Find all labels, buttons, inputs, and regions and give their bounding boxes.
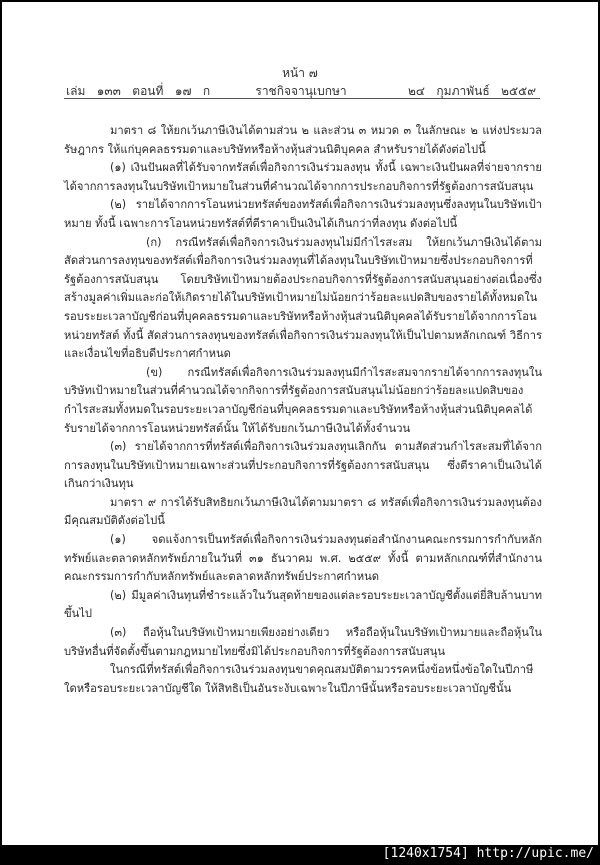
clause-8-2-a: (ก) กรณีทรัสต์เพื่อกิจการเงินร่วมลงทุนไม่มีกำไรสะสม ให้ยกเว้นภาษีเงินได้ตามสัดส่วนการลงทุนของทรัสต์เพื่อกิจการเงินร่วมลงทุนที่ได้ลงทุนในบริษัทเป้าหมายซึ่งประกอบกิจการที่รัฐต้องการสนับสนุน โดยบริษัทเป้าหมายต้องประกอบกิจการที่รัฐต้องการสนับสนุนอย่างต่อเนื่องซึ่งสร้างมูลค่าเพิ่มและก่อให้เกิดรายได้ในบริษัทเป้าหมายไม่น้อยกว่าร้อยละแปดสิบของรายได้ทั้งหมดในรอบระยะเวลาบัญชีก่อนที่บุคคลธรรมดาและบริษัทหรือห้างหุ้นส่วนนิติบุคคลได้รับรายได้จากการโอนหน่วยทรัสต์ ทั้งนี้ สัดส่วนการลงทุนของทรัสต์เพื่อกิจการเงินร่วมลงทุนให้เป็นไปตามหลักเกณฑ์ วิธีการ และเงื่อนไขที่อธิบดีประกาศกำหนด	[64, 235, 542, 361]
clause-8-1: (๑) เงินปันผลที่ได้รับจากทรัสต์เพื่อกิจการเงินร่วมลงทุน ทั้งนี้ เฉพาะเงินปันผลที่จ่ายจากรายได้จากการลงทุนในบริษัทเป้าหมายในส่วนที่คำนวณได้จากการประกอบกิจการที่รัฐต้องการสนับสนุน	[64, 161, 542, 193]
clause-9-2: (๒) มีมูลค่าเงินทุนที่ชำระแล้วในวันสุดท้ายของแต่ละรอบระยะเวลาบัญชีตั้งแต่ยี่สิบล้านบาทขึ้นไป	[64, 588, 542, 621]
page-number: หน้า ๗	[282, 66, 318, 80]
volume-issue: เล่ม ๑๓๓ ตอนที่ ๑๗ ก	[66, 84, 211, 98]
section-8-intro: มาตรา ๘ ให้ยกเว้นภาษีเงินได้ตามส่วน ๒ และส่วน ๓ หมวด ๓ ในลักษณะ ๒ แห่งประมวลรัษฎากร ให้แก่บุคคลธรรมดาและบริษัทหรือห้างหุ้นส่วนนิติบุคคล สำหรับรายได้ดังต่อไปนี้	[64, 124, 542, 156]
image-caption-bar	[0, 845, 600, 865]
clause-8-2: (๒) รายได้จากการโอนหน่วยทรัสต์ของทรัสต์เพื่อกิจการเงินร่วมลงทุนซึ่งลงทุนในบริษัทเป้าหมาย ทั้งนี้ เฉพาะการโอนหน่วยทรัสต์ที่ตีราคาเป็นเงินได้เกินกว่าที่ลงทุน ดังต่อไปนี้	[64, 198, 542, 230]
image-caption: [1240x1754] http://upic.me/	[382, 846, 594, 861]
publication-date: ๒๔ กุมภาพันธ์ ๒๕๕๙	[407, 84, 536, 98]
document-page	[2, 2, 598, 845]
clause-8-2-b: (ข) กรณีทรัสต์เพื่อกิจการเงินร่วมลงทุนมีกำไรสะสมจากรายได้จากการลงทุนในบริษัทเป้าหมายในส่วนที่คำนวณได้จากกิจการที่รัฐต้องการสนับสนุนไม่น้อยกว่าร้อยละแปดสิบของกำไรสะสมทั้งหมดในรอบระยะเวลาบัญชีก่อนที่บุคคลธรรมดาและบริษัทหรือห้างหุ้นส่วนนิติบุคคลได้รับรายได้จากการโอนหน่วยทรัสต์นั้น ให้ได้รับยกเว้นภาษีเงินได้ทั้งจำนวน	[64, 365, 542, 435]
publication-title: ราชกิจจานุเบกษา	[255, 84, 347, 98]
document-body	[64, 122, 542, 698]
clause-9-1: (๑) จดแจ้งการเป็นทรัสต์เพื่อกิจการเงินร่วมลงทุนต่อสำนักงานคณะกรรมการกำกับหลักทรัพย์และตลาดหลักทรัพย์ภายในวันที่ ๓๑ ธันวาคม พ.ศ. ๒๕๕๙ ทั้งนี้ ตามหลักเกณฑ์ที่สำนักงานคณะกรรมการกำกับหลักทรัพย์และตลาดหลักทรัพย์ประกาศกำหนด	[64, 533, 542, 584]
section-9-closing: ในกรณีที่ทรัสต์เพื่อกิจการเงินร่วมลงทุนขาดคุณสมบัติตามวรรคหนึ่งข้อหนึ่งข้อใดในปีภาษีใดหรือรอบระยะเวลาบัญชีใด ให้สิทธิเป็นอันระงับเฉพาะในปีภาษีนั้นหรือรอบระยะเวลาบัญชีนั้น	[64, 663, 534, 695]
header-divider	[64, 98, 540, 99]
section-9-intro: มาตรา ๙ การได้รับสิทธิยกเว้นภาษีเงินได้ตามมาตรา ๘ ทรัสต์เพื่อกิจการเงินร่วมลงทุนต้องมีคุณสมบัติดังต่อไปนี้	[64, 495, 542, 528]
clause-8-3: (๓) รายได้จากการที่ทรัสต์เพื่อกิจการเงินร่วมลงทุนเลิกกัน ตามสัดส่วนกำไรสะสมที่ได้จากการลงทุนในบริษัทเป้าหมายเฉพาะส่วนที่ประกอบกิจการที่รัฐต้องการสนับสนุน ซึ่งตีราคาเป็นเงินได้เกินกว่าเงินทุน	[64, 440, 542, 491]
clause-9-3: (๓) ถือหุ้นในบริษัทเป้าหมายเพียงอย่างเดียว หรือถือหุ้นในบริษัทเป้าหมายและถือหุ้นในบริษัทอื่นที่จัดตั้งขึ้นตามกฎหมายไทยซึ่งมิได้ประกอบกิจการที่รัฐต้องการสนับสนุน	[64, 626, 542, 658]
